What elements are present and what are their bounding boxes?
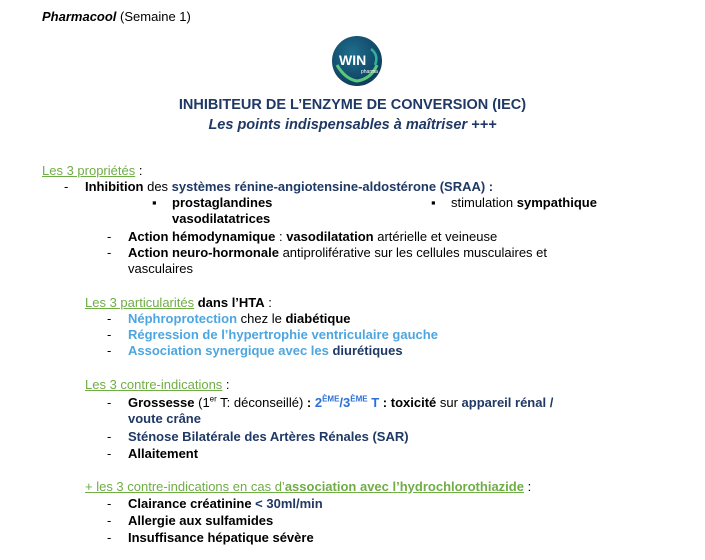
- dash: -: [107, 513, 112, 528]
- sub-bullet-marker: ▪: [152, 195, 157, 210]
- page-header: [42, 9, 191, 25]
- prop-item-inhibition: [64, 179, 68, 195]
- dash: -: [107, 496, 112, 511]
- prop-item-hemodynamique: [128, 229, 497, 245]
- diabetique-label: diabétique: [285, 311, 351, 326]
- arterielle-text: artérielle et veineuse: [373, 229, 498, 244]
- dash: -: [107, 327, 112, 342]
- prop-item-neuro-hormonale: [128, 245, 547, 261]
- vasodilatation-label: vasodilatation: [286, 229, 374, 244]
- colon: :: [306, 395, 315, 410]
- heading-suffix: :: [222, 377, 230, 392]
- deconseille-text: T: déconseillé): [216, 395, 307, 410]
- dash: -: [107, 245, 112, 260]
- antiproliferative-text: antiproliférative sur les cellules musculaires et: [278, 245, 548, 260]
- brand-name: Pharmacool: [42, 9, 117, 24]
- sraa-label: systèmes rénine-angiotensine-aldostérone (SRAA) :: [171, 179, 494, 194]
- week-label: (Semaine 1): [120, 9, 191, 24]
- heading-suffix: :: [523, 479, 532, 494]
- nephroprotection-label: Néphroprotection: [128, 311, 238, 326]
- clairance-threshold: < 30ml/min: [255, 496, 323, 511]
- action-hemo-label: Action hémodynamique: [128, 229, 276, 244]
- assoc-item-clairance: [128, 496, 323, 512]
- partic-item-regression: Régression de l’hypertrophie ventriculaire gauche: [128, 327, 438, 342]
- heading-suffix: :: [264, 295, 272, 310]
- ci-item-sar: Sténose Bilatérale des Artères Rénales (SAR): [128, 429, 409, 444]
- assoc-item-allergie: Allergie aux sulfamides: [128, 513, 274, 528]
- sup-eme: ÈME: [322, 394, 340, 404]
- stimulation-text: stimulation: [451, 195, 517, 210]
- properties-heading-text: Les 3 propriétés: [42, 163, 136, 178]
- inhibition-label: Inhibition: [85, 179, 144, 194]
- toxicite-label: toxicité: [390, 395, 437, 410]
- diuretiques-label: diurétiques: [332, 343, 403, 358]
- assoc-heading-en-cas: en cas d’: [229, 479, 285, 494]
- section-contre-indications-heading: [85, 377, 230, 393]
- partic-item-association: [128, 343, 403, 359]
- colon: :: [275, 229, 287, 244]
- sub-bullet-marker-2: ▪: [431, 195, 436, 210]
- sup-eme: ÈME: [350, 394, 368, 404]
- dash: -: [107, 530, 112, 545]
- section-properties-heading: [42, 163, 142, 179]
- sub-bullet-prostaglandines: prostaglandines: [172, 195, 273, 210]
- dans-hta-text: dans l’HTA: [194, 295, 265, 310]
- third-t: /3: [339, 395, 351, 410]
- sub-bullet-prostaglandines-2: vasodilatatrices: [172, 211, 271, 226]
- colon: :: [379, 395, 391, 410]
- prop-inhibition-text: [85, 179, 493, 195]
- dash: -: [107, 395, 112, 410]
- dash: -: [107, 229, 112, 244]
- section-particularites-heading: [85, 295, 272, 311]
- action-neuro-label: Action neuro-hormonale: [128, 245, 279, 260]
- logo-text: WIN: [339, 52, 367, 68]
- sup-er: er: [209, 394, 217, 404]
- assoc-heading-hctz: association avec l’hydrochlorothiazide: [284, 479, 524, 494]
- grossesse-label: Grossesse: [128, 395, 195, 410]
- chez-le-text: chez le: [237, 311, 286, 326]
- dash: -: [107, 311, 112, 326]
- dash: -: [107, 446, 112, 461]
- sympathique-text: sympathique: [516, 195, 597, 210]
- ci-item-grossesse: [128, 395, 553, 411]
- ci-item-allaitement: Allaitement: [128, 446, 199, 461]
- assoc-item-insuffisance: Insuffisance hépatique sévère: [128, 530, 314, 545]
- inhibition-des: des: [143, 179, 172, 194]
- doc-title: INHIBITEUR DE L’ENZYME DE CONVERSION (IEC): [178, 97, 527, 113]
- appareil-renal-label: appareil rénal /: [461, 395, 554, 410]
- sub-bullet-sympathique: [451, 195, 597, 211]
- particularites-heading-text: Les 3 particularités: [85, 295, 195, 310]
- dash: -: [64, 179, 69, 194]
- dash: -: [107, 429, 112, 444]
- assoc-heading-text: + les 3 contre-indications: [85, 479, 230, 494]
- association-label: Association synergique avec les: [128, 343, 333, 358]
- partic-item-nephroprotection: [128, 311, 351, 327]
- doc-subtitle: Les points indispensables à maîtriser +++: [208, 117, 497, 133]
- prop-item-neuro-hormonale-line2: vasculaires: [128, 261, 194, 276]
- ci-item-grossesse-line2: voute crâne: [128, 411, 201, 426]
- logo-subtext: pharma: [361, 69, 378, 75]
- premier-t: (1: [194, 395, 210, 410]
- dash: -: [107, 343, 112, 358]
- clairance-label: Clairance créatinine: [128, 496, 256, 511]
- section-association-ci-heading: [85, 479, 531, 495]
- win-pharma-logo: [331, 35, 383, 87]
- heading-suffix: :: [135, 163, 143, 178]
- sur-text: sur: [436, 395, 462, 410]
- t-label: T: [367, 395, 380, 410]
- second-t: 2: [314, 395, 323, 410]
- ci-heading-text: Les 3 contre-indications: [85, 377, 223, 392]
